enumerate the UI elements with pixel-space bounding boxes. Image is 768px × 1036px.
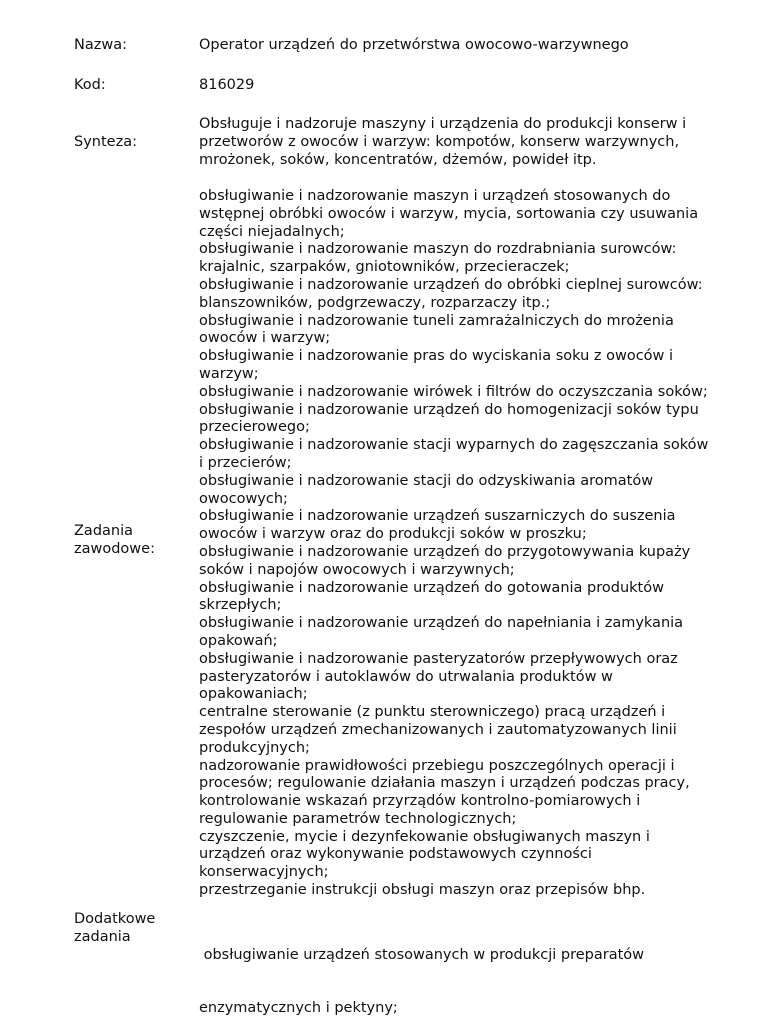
zadania-line: obsługiwanie i nadzorowanie maszyn do rozdrabniania surowców:	[199, 241, 677, 258]
zadania-line: obsługiwanie i nadzorowanie pasteryzatorów przepływowych oraz	[199, 650, 678, 667]
zadania-line: obsługiwanie i nadzorowanie urządzeń do homogenizacji soków typu	[199, 401, 699, 418]
zadania-line: obsługiwanie i nadzorowanie urządzeń do gotowania produktów	[199, 579, 664, 596]
zadania-line: przecierowego;	[199, 419, 310, 436]
zadania-line: obsługiwanie i nadzorowanie urządzeń do napełniania i zamykania	[199, 615, 684, 632]
dodatkowe-label-line: Dodatkowe	[74, 911, 156, 927]
nazwa-label: Nazwa:	[74, 37, 127, 53]
synteza-label: Synteza:	[74, 134, 137, 150]
synteza-line: przetworów z owoców i warzyw: kompotów, konserw warzywnych,	[199, 133, 680, 150]
zadania-text	[199, 188, 744, 900]
zadania-line: obsługiwanie i nadzorowanie urządzeń do przygotowywania kupaży	[199, 543, 691, 560]
zadania-line: skrzepłych;	[199, 597, 282, 614]
dodatkowe-line: enzymatycznych i pektyny;	[199, 999, 398, 1016]
synteza-line: Obsługuje i nadzoruje maszyny i urządzenia do produkcji konserw i	[199, 116, 687, 132]
zadania-line: obsługiwanie i nadzorowanie wirówek i filtrów do oczyszczania soków;	[199, 383, 708, 400]
zadania-line: obsługiwanie i nadzorowanie stacji wyparnych do zagęszczania soków	[199, 437, 709, 454]
zadania-line: opakowaniach;	[199, 686, 308, 703]
kod-value: 816029	[199, 77, 255, 93]
zadania-line: części niejadalnych;	[199, 223, 345, 240]
zadania-line: produkcyjnych;	[199, 739, 310, 756]
zadania-line: owoców i warzyw oraz do produkcji soków w proszku;	[199, 526, 587, 543]
zadania-label-line: Zadania	[74, 523, 134, 539]
zadania-line: obsługiwanie i nadzorowanie maszyn i urządzeń stosowanych do	[199, 188, 671, 204]
zadania-line: obsługiwanie i nadzorowanie urządzeń suszarniczych do suszenia	[199, 508, 676, 525]
dodatkowe-label-line: zadania	[74, 928, 131, 945]
zadania-line: procesów; regulowanie działania maszyn i urządzeń podczas pracy,	[199, 775, 690, 792]
zadania-line: i przecierów;	[199, 454, 292, 471]
dodatkowe-line: obsługiwanie urządzeń stosowanych w produkcji preparatów	[199, 946, 645, 963]
zadania-line: obsługiwanie i nadzorowanie stacji do odzyskiwania aromatów	[199, 472, 654, 489]
zadania-label-line: zawodowe:	[74, 540, 155, 557]
zadania-line: owocowych;	[199, 490, 288, 507]
zadania-line: obsługiwanie i nadzorowanie tuneli zamrażalniczych do mrożenia	[199, 312, 674, 329]
zadania-line: owoców i warzyw;	[199, 330, 331, 347]
zadania-line: centralne sterowanie (z punktu sterowniczego) pracą urządzeń i	[199, 704, 666, 721]
zadania-line: regulowanie parametrów technologicznych;	[199, 810, 517, 827]
dodatkowe-label	[74, 911, 155, 947]
zadania-line: przestrzeganie instrukcji obsługi maszyn oraz przepisów bhp.	[199, 882, 646, 899]
kod-label: Kod:	[74, 77, 106, 93]
zadania-line: opakowań;	[199, 632, 278, 649]
zadania-line: nadzorowanie prawidłowości przebiegu poszczególnych operacji i	[199, 757, 675, 774]
zadania-line: soków i napojów owocowych i warzywnych;	[199, 561, 515, 578]
synteza-line: mrożonek, soków, koncentratów, dżemów, powideł itp.	[199, 151, 597, 168]
dodatkowe-text	[199, 911, 744, 1036]
zadania-line: zespołów urządzeń zmechanizowanych i zautomatyzowanych linii	[199, 721, 677, 738]
zadania-line: urządzeń oraz wykonywanie podstawowych czynności	[199, 846, 592, 863]
zadania-line: konserwacyjnych;	[199, 864, 329, 881]
zadania-line: wstępnej obróbki owoców i warzyw, mycia, sortowania czy usuwania	[199, 205, 699, 222]
zadania-line: obsługiwanie i nadzorowanie pras do wyciskania soku z owoców i	[199, 348, 674, 365]
synteza-text	[199, 116, 744, 169]
zadania-line: czyszczenie, mycie i dezynfekowanie obsługiwanych maszyn i	[199, 828, 650, 845]
zadania-label	[74, 523, 155, 559]
zadania-line: krajalnic, szarpaków, gniotowników, przecieraczek;	[199, 259, 570, 276]
zadania-line: kontrolowanie wskazań przyrządów kontrolno-pomiarowych i	[199, 793, 641, 810]
zadania-line: warzyw;	[199, 365, 259, 382]
nazwa-value: Operator urządzeń do przetwórstwa owocowo-warzywnego	[199, 37, 629, 53]
zadania-line: blanszowników, podgrzewaczy, rozparzaczy itp.;	[199, 294, 551, 311]
zadania-line: pasteryzatorów i autoklawów do utrwalania produktów w	[199, 668, 613, 685]
zadania-line: obsługiwanie i nadzorowanie urządzeń do obróbki cieplnej surowców:	[199, 276, 703, 293]
